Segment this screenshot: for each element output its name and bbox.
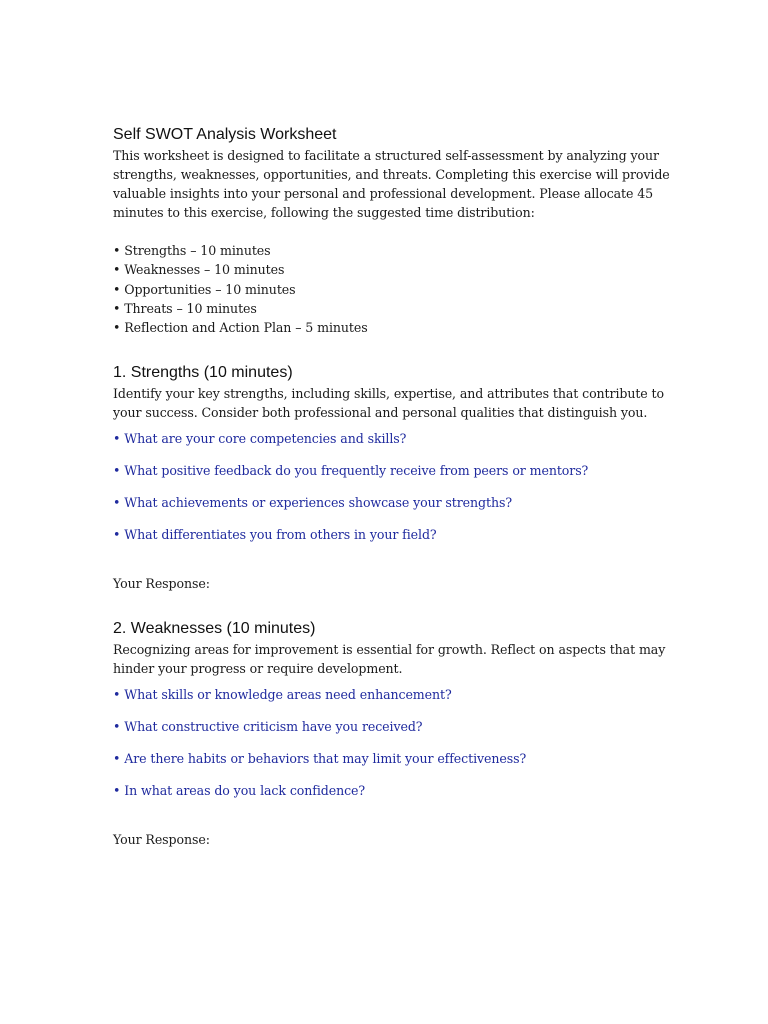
response-label: Your Response: xyxy=(113,832,210,848)
question-list xyxy=(113,685,673,800)
time-distribution-item: • Weaknesses – 10 minutes xyxy=(113,262,285,278)
question-item: • What skills or knowledge areas need enhancement? xyxy=(113,686,452,702)
question-item: • Are there habits or behaviors that may limit your effectiveness? xyxy=(113,750,527,766)
time-distribution-item: • Threats – 10 minutes xyxy=(113,300,257,316)
question-item: • What positive feedback do you frequently receive from peers or mentors? xyxy=(113,463,589,479)
section-heading: 2. Weaknesses (10 minutes) xyxy=(113,619,316,637)
question-item: • What achievements or experiences showcase your strengths? xyxy=(113,495,512,511)
section-heading: 1. Strengths (10 minutes) xyxy=(113,363,293,381)
time-distribution-list xyxy=(113,241,673,336)
time-distribution-item: • Reflection and Action Plan – 5 minutes xyxy=(113,319,368,335)
section-description: Recognizing areas for improvement is essential for growth. Reflect on aspects that may hinder your progress or require development. xyxy=(113,641,666,676)
page-title: Self SWOT Analysis Worksheet xyxy=(113,126,337,143)
weaknesses-section xyxy=(113,618,673,850)
intro-paragraph: This worksheet is designed to facilitate a structured self-assessment by analyzing your strengths, weaknesses, opportunities, and threats. Completing this exercise will provide valuable insights into your personal and professional development. Please allocate 45 minutes to this exercise, following the suggested time distribution: xyxy=(113,148,670,221)
strengths-section xyxy=(113,362,673,594)
worksheet-page xyxy=(113,124,673,849)
time-distribution-item: • Opportunities – 10 minutes xyxy=(113,281,296,297)
question-item: • In what areas do you lack confidence? xyxy=(113,782,366,798)
time-distribution-item: • Strengths – 10 minutes xyxy=(113,243,271,259)
section-description: Identify your key strengths, including skills, expertise, and attributes that contribute to your success. Consider both professional and personal qualities that distinguish you. xyxy=(113,385,665,420)
response-label: Your Response: xyxy=(113,576,210,592)
question-item: • What differentiates you from others in your field? xyxy=(113,527,437,543)
question-list xyxy=(113,429,673,544)
question-item: • What constructive criticism have you received? xyxy=(113,718,423,734)
question-item: • What are your core competencies and skills? xyxy=(113,431,407,447)
